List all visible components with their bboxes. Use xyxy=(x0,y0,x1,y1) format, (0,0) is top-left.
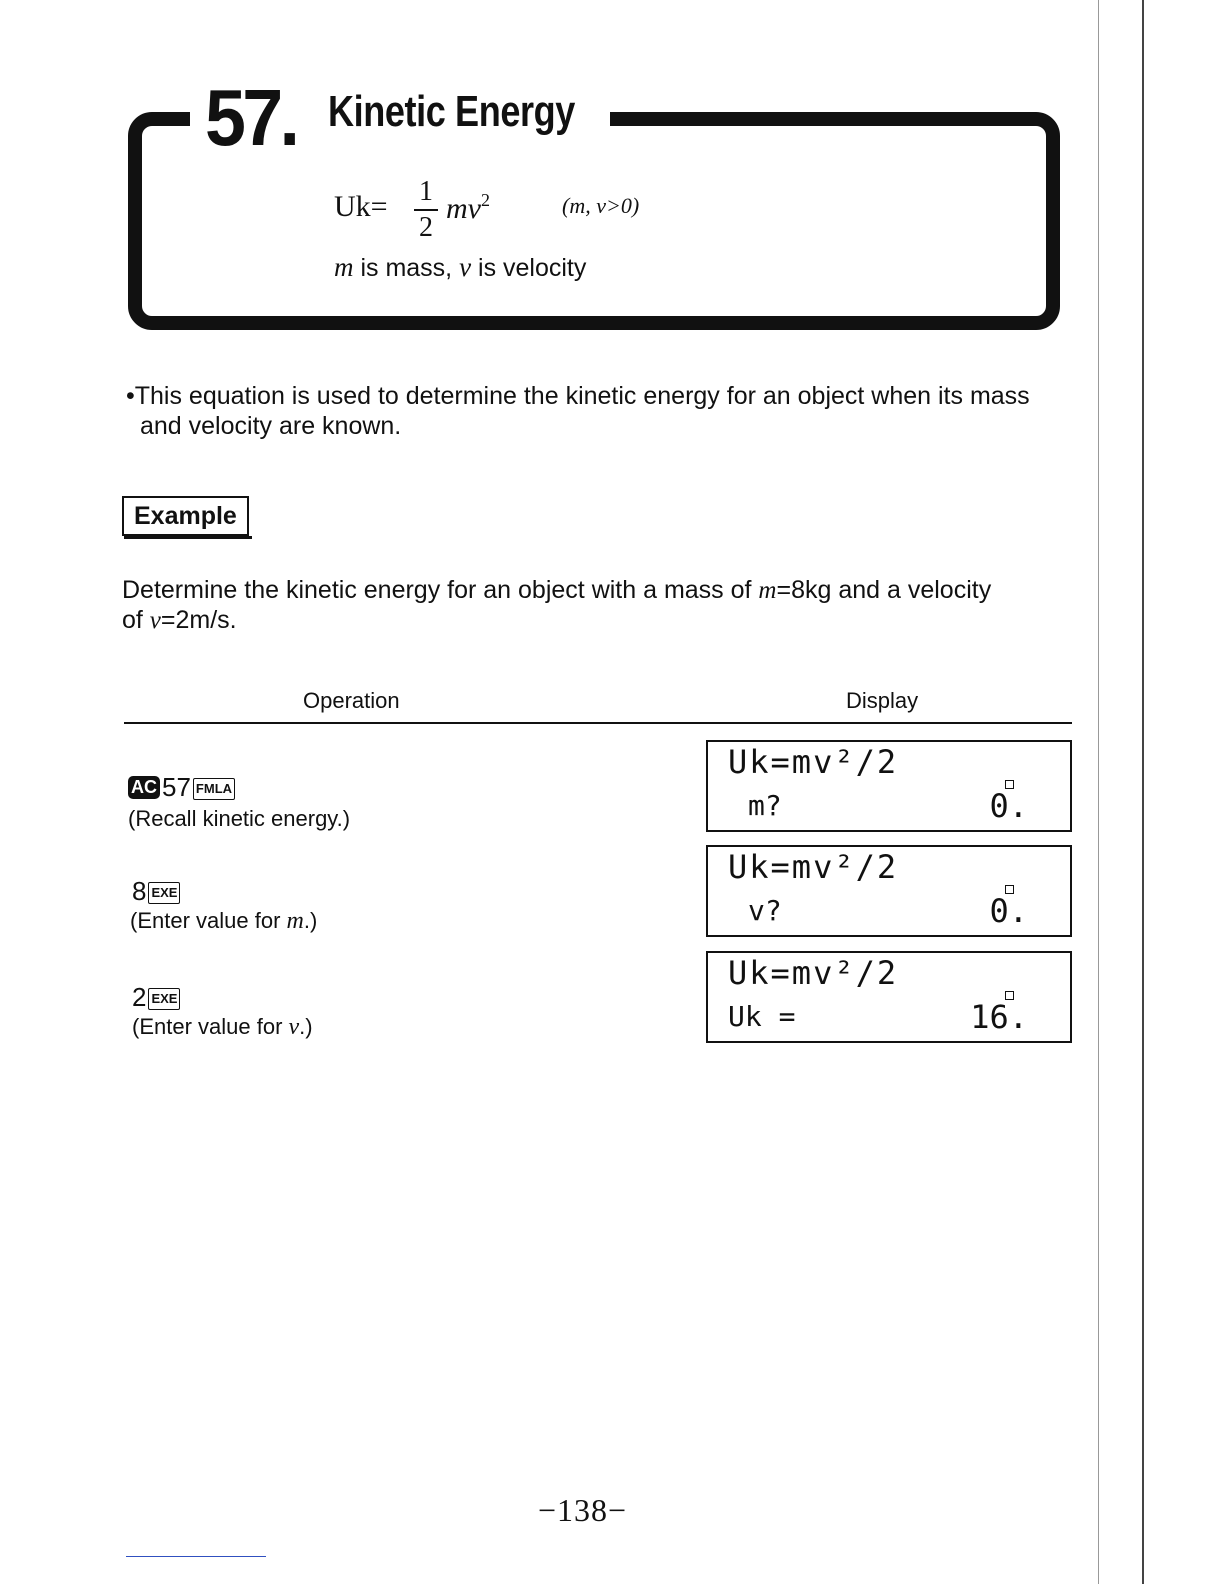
display-value: 0. xyxy=(989,787,1028,825)
formula-fraction xyxy=(414,178,438,242)
display-header: Display xyxy=(846,688,919,713)
step-2-note-var: m xyxy=(286,908,304,934)
step-1-digits: 57 xyxy=(162,772,191,802)
example-text-2a: of xyxy=(122,606,150,634)
page-edge-line xyxy=(1142,0,1144,1584)
example-label-underline xyxy=(124,536,252,539)
step-3-note xyxy=(132,1014,313,1041)
example-text-2b: =2m/s. xyxy=(160,606,237,634)
formula-rhs xyxy=(446,190,490,226)
desc-end: is velocity xyxy=(471,254,587,282)
example-line-1 xyxy=(122,574,991,607)
operation-header: Operation xyxy=(303,688,400,713)
formula-lhs: Uk= xyxy=(334,190,388,223)
section-title: Kinetic Energy xyxy=(328,87,575,136)
step-1-display xyxy=(706,740,1072,832)
fraction-bar xyxy=(414,209,438,211)
step-2-note-end: .) xyxy=(303,908,318,933)
table-header-rule xyxy=(124,722,1072,724)
step-3-display xyxy=(706,951,1072,1043)
binding-edge-line xyxy=(1098,0,1099,1584)
page-number: −138− xyxy=(538,1492,628,1528)
step-2-digits: 8 xyxy=(132,876,147,906)
formula-exponent: 2 xyxy=(480,190,490,210)
formula-description xyxy=(334,252,586,283)
display-formula: Uk=mv²/2 xyxy=(728,954,899,992)
footer-link-line xyxy=(126,1556,266,1557)
display-value: 16. xyxy=(970,998,1028,1036)
formula-rhs-term: mv xyxy=(446,192,481,225)
example-var-v: v xyxy=(149,607,161,634)
desc-mid: is mass, xyxy=(353,254,460,282)
fraction-numerator: 1 xyxy=(419,176,433,207)
fmla-key-icon: FMLA xyxy=(193,778,235,800)
step-3-keys xyxy=(132,982,180,1013)
step-3-note-var: v xyxy=(288,1014,300,1040)
fraction-denominator: 2 xyxy=(419,212,433,243)
display-prompt: Uk = xyxy=(728,1000,796,1033)
display-formula: Uk=mv²/2 xyxy=(728,743,899,781)
exe-key-icon: EXE xyxy=(148,882,180,904)
step-3-digits: 2 xyxy=(132,982,147,1012)
step-2-note-text: (Enter value for xyxy=(130,908,287,933)
step-3-note-end: .) xyxy=(299,1014,313,1039)
step-2-keys xyxy=(132,876,180,907)
example-line-2 xyxy=(122,604,237,637)
display-value: 0. xyxy=(989,892,1028,930)
example-text-1b: =8kg and a velocity xyxy=(776,576,992,604)
exe-key-icon: EXE xyxy=(148,988,180,1010)
example-var-m: m xyxy=(758,577,777,604)
step-1-note xyxy=(128,806,350,832)
step-1-keys xyxy=(128,772,235,803)
step-2-note xyxy=(130,908,317,935)
example-label: Example xyxy=(122,496,249,536)
display-prompt: v? xyxy=(748,894,782,927)
step-1-note-text: (Recall kinetic energy.) xyxy=(128,806,351,831)
display-prompt: m? xyxy=(748,789,782,822)
step-3-note-text: (Enter value for xyxy=(132,1014,289,1039)
intro-line-2: and velocity are known. xyxy=(140,412,402,440)
desc-var-v: v xyxy=(459,252,472,282)
desc-var-m: m xyxy=(334,252,354,282)
display-formula: Uk=mv²/2 xyxy=(728,848,899,886)
example-text-1a: Determine the kinetic energy for an object with a mass of xyxy=(122,576,759,604)
formula-condition: (m, v>0) xyxy=(562,193,640,218)
intro-line-1: •This equation is used to determine the kinetic energy for an object when its mass xyxy=(126,382,1030,410)
ac-key-icon: AC xyxy=(128,776,160,799)
section-number: 57. xyxy=(205,73,297,162)
step-2-display xyxy=(706,845,1072,937)
